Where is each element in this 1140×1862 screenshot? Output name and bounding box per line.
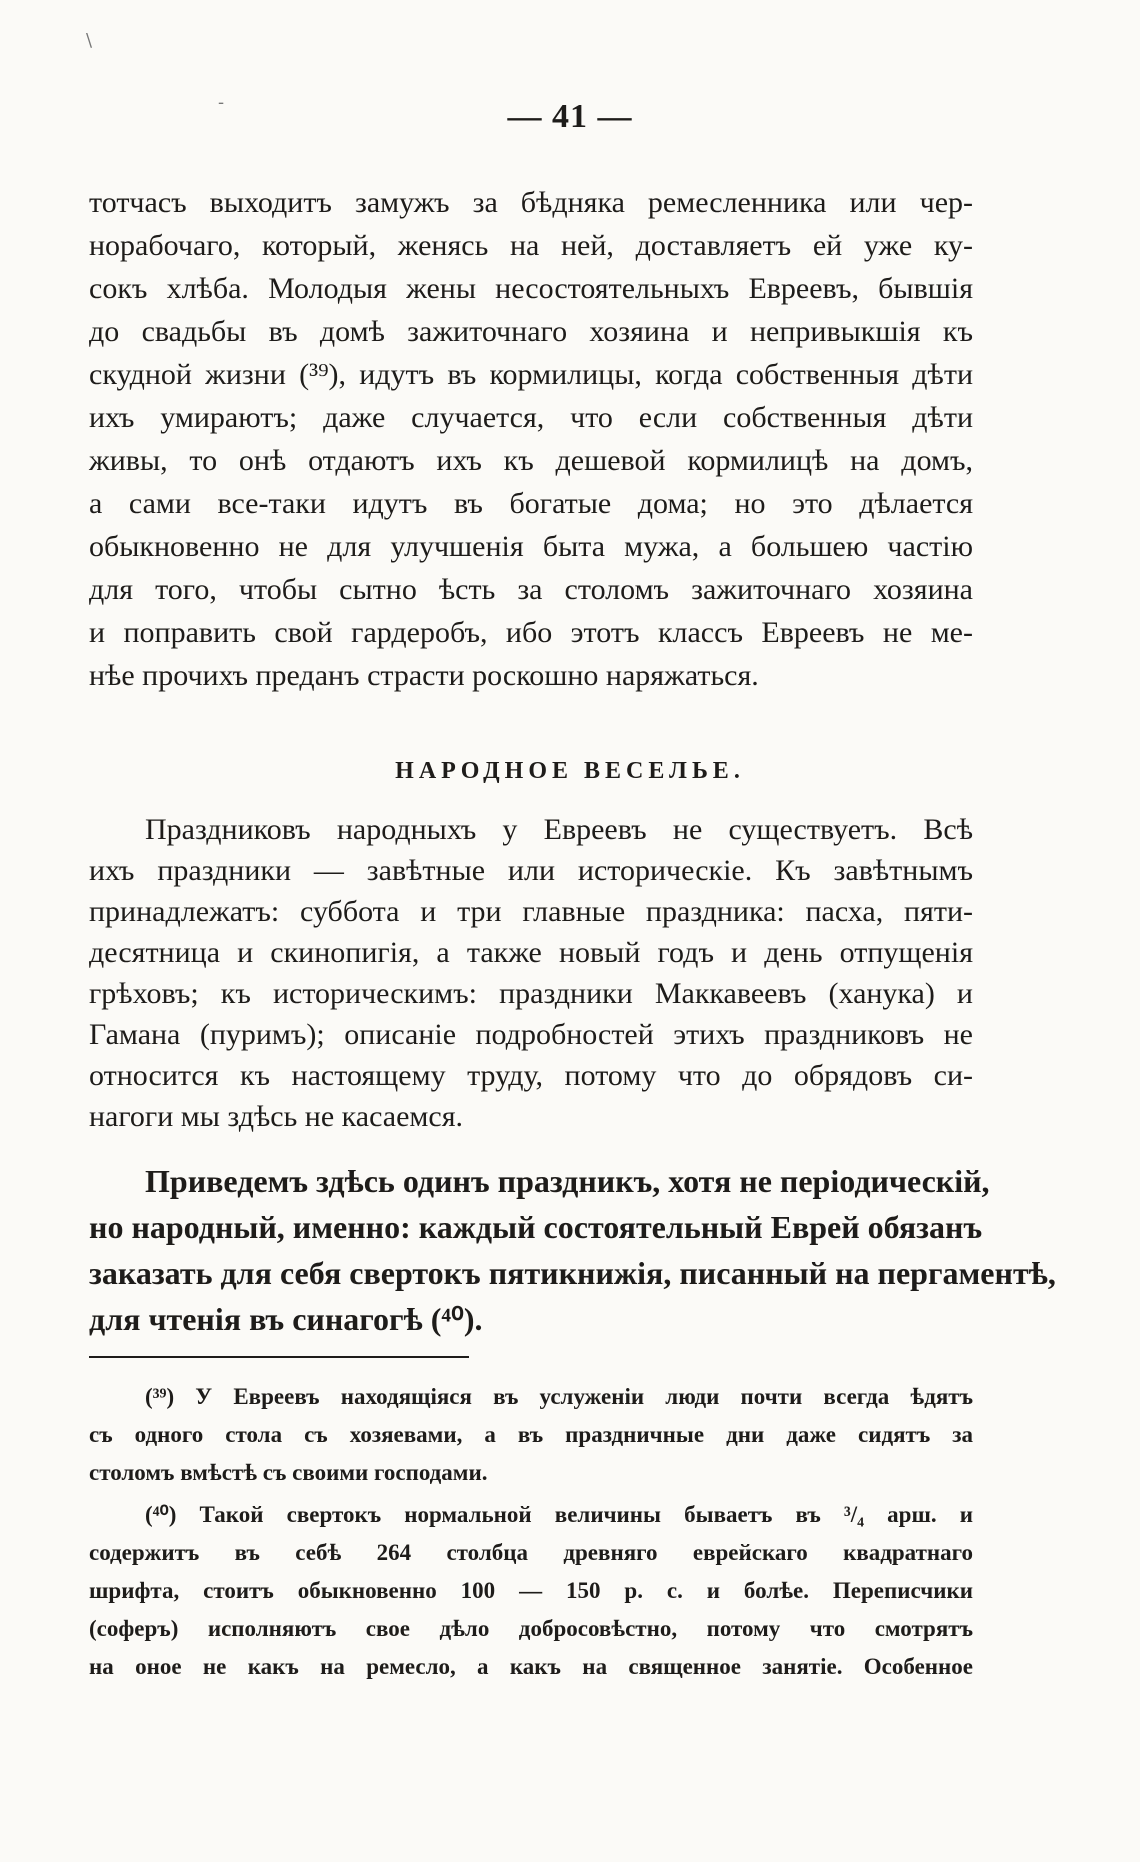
text-line: а сами все-таки идутъ въ богатые дома; но это дѣлается [89,487,973,520]
text-line: нагоги мы здѣсь не касаемся. [89,1100,464,1133]
text-line: относится къ настоящему труду, потому что до обрядовъ си- [89,1059,973,1092]
footnote-divider [89,1356,469,1358]
text-line: ихъ умираютъ; даже случается, что если собственныя дѣти [89,401,973,434]
footnote-line: (⁴⁰) Такой свертокъ нормальной величины бываетъ въ ³/₄ арш. и [145,1502,973,1527]
text-line: скудной жизни (³⁹), идутъ въ кормилицы, когда собственныя дѣти [89,358,973,391]
text-line: принадлежатъ: суббота и три главные праздника: пасха, пяти- [89,895,973,928]
text-line: и поправить свой гардеробъ, ибо этотъ классъ Евреевъ не ме- [89,616,973,649]
text-line: заказать для себя свертокъ пятикнижія, писанный на пергаментѣ, [89,1255,1056,1291]
text-line: ихъ праздники — завѣтные или историческіе. Къ завѣтнымъ [89,854,973,887]
text-line: тотчасъ выходитъ замужъ за бѣдняка ремесленника или чер- [89,186,973,219]
page-number: — 41 — [507,98,633,135]
text-line: но народный, именно: каждый состоятельный Еврей обязанъ [89,1209,983,1245]
text-line: обыкновенно не для улучшенія быта мужа, а большею частію [89,530,973,563]
text-line: Приведемъ здѣсь одинъ праздникъ, хотя не періодическій, [145,1163,990,1199]
text-line: нѣе прочихъ преданъ страсти роскошно наряжаться. [89,659,759,692]
footnote-line: съ одного стола съ хозяевами, а въ праздничные дни даже сидятъ за [89,1422,973,1447]
scan-speck: \ [86,30,93,51]
section-heading: НАРОДНОЕ ВЕСЕЛЬЕ. [395,758,745,784]
footnote-line: содержитъ въ себѣ 264 столбца древняго еврейскаго квадратнаго [89,1540,973,1565]
text-line: норабочаго, который, женясь на ней, доставляетъ ей уже ку- [89,229,973,262]
text-line: сокъ хлѣба. Молодыя жены несостоятельныхъ Евреевъ, бывшія [89,272,973,305]
text-line: для чтенія въ синагогѣ (⁴⁰). [89,1301,483,1337]
footnote-line: (³⁹) У Евреевъ находящіяся въ услуженіи люди почти всегда ѣдятъ [145,1384,973,1409]
text-line: Гамана (пуримъ); описаніе подробностей этихъ праздниковъ не [89,1018,973,1051]
scan-speck: - [218,92,225,113]
text-line: десятница и скинопигія, а также новый годъ и день отпущенія [89,936,973,969]
text-line: до свадьбы въ домѣ зажиточнаго хозяина и непривыкшія къ [89,315,973,348]
footnote-line: на оное не какъ на ремесло, а какъ на священное занятіе. Особенное [89,1654,973,1679]
footnote-line: шрифта, стоитъ обыкновенно 100 — 150 р. с. и болѣе. Переписчики [89,1578,973,1603]
text-line: для того, чтобы сытно ѣсть за столомъ зажиточнаго хозяина [89,573,973,606]
footnote-line: (соферъ) исполняютъ свое дѣло добросовѣстно, потому что смотрятъ [89,1616,973,1641]
text-line: грѣховъ; къ историческимъ: праздники Маккавеевъ (ханука) и [89,977,973,1010]
text-line: Праздниковъ народныхъ у Евреевъ не существуетъ. Всѣ [145,813,973,846]
footnote-line: столомъ вмѣстѣ съ своими господами. [89,1460,488,1485]
text-line: живы, то онѣ отдаютъ ихъ къ дешевой кормилицѣ на домъ, [89,444,973,477]
